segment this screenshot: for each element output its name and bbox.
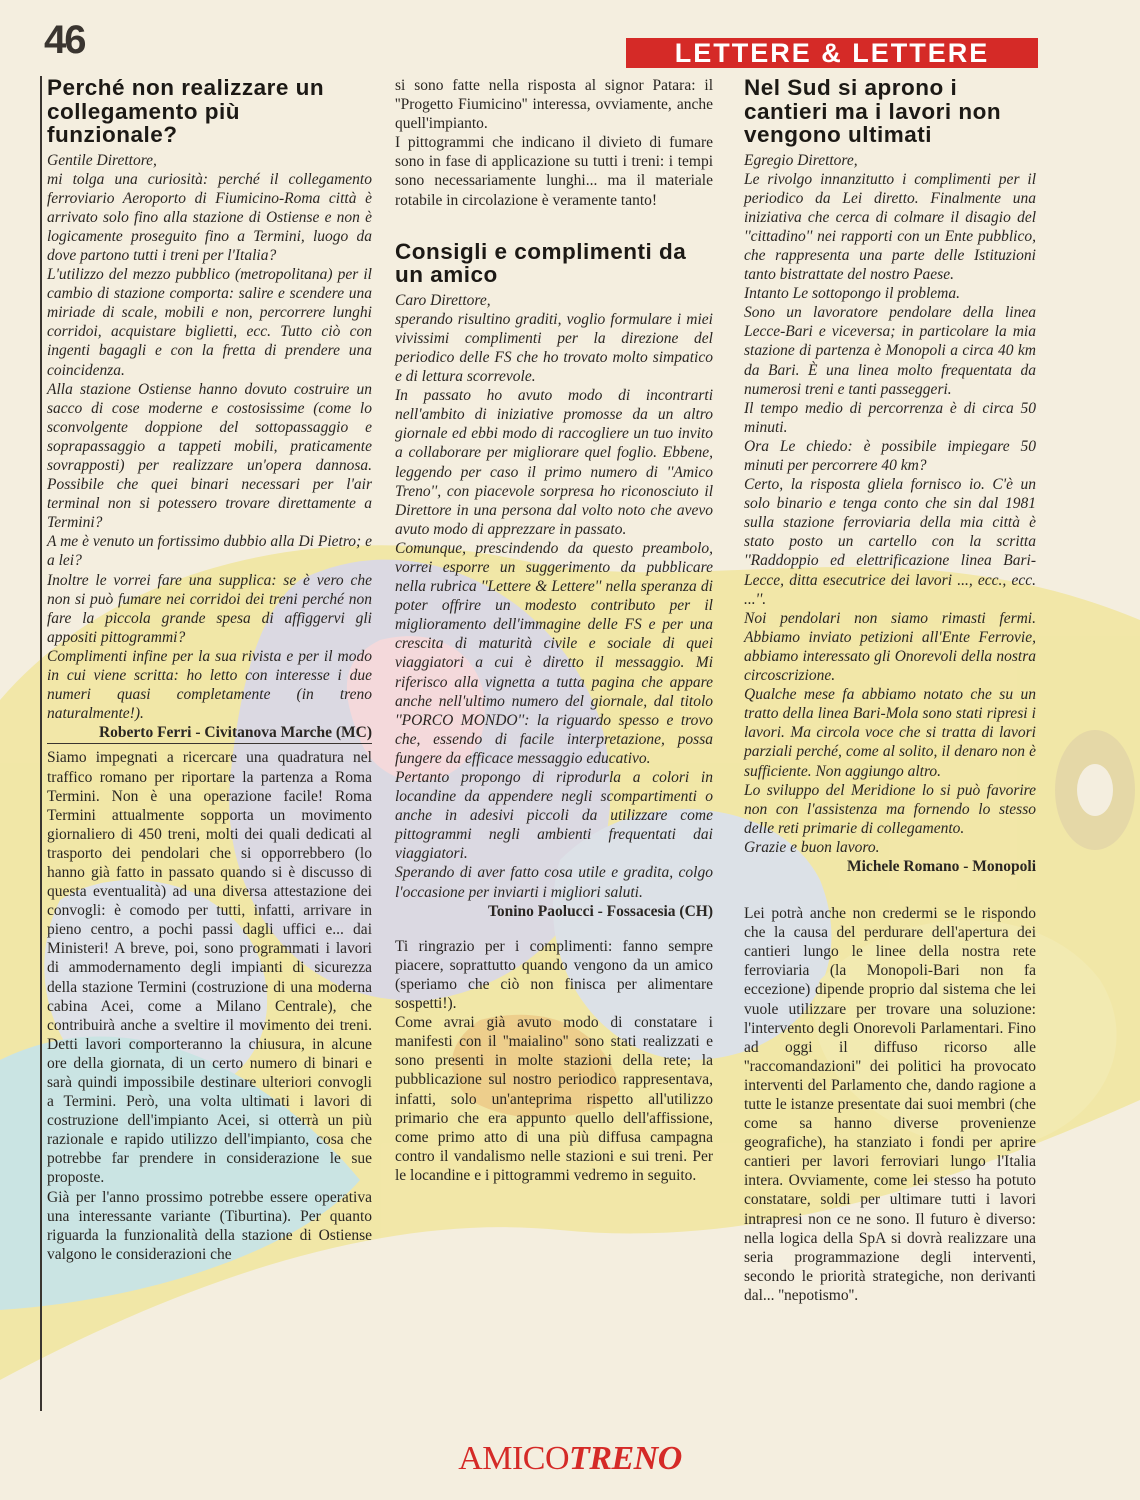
letter-paragraph: Certo, la risposta gliela fornisco io. C'è un solo binario e tenga conto che sin dal 1981 sulla stazione ferroviaria della mia città è stato posto un cartello con la scritta ''Raddoppio ed elettrificazione linea Bari-Lecce, ditta esecutrice dei lavori ..., ecc., ecc. ...''.: [744, 476, 1036, 608]
magazine-logo: [0, 1440, 1140, 1478]
letter-paragraph: Comunque, prescindendo da questo preambolo, vorrei esporre un suggerimento da pubblicare nella rubrica ''Lettere & Lettere'' nella speranza di poter offrire un modesto contributo per il miglioramento dell'immagine delle FS e per una crescita di maturità civile e sociale di quei viaggiatori a cui è diretto il messaggio. Mi riferisco alla vignetta a tutta pagina che appare anche nell'ultimo numero del giornale, dal titolo ''PORCO MONDO'': la riguardo spesso e trovo che, essendo di facile interpretazione, possa fungere da efficace messaggio educativo.: [395, 539, 713, 767]
letter-paragraph: L'utilizzo del mezzo pubblico (metropolitana) per il cambio di stazione comporta: salire e scendere una miriade di scale, mobili e non, percorrere lunghi corridoi, acquistare biglietti, ecc. Tutto ciò con ingenti bagagli e con la fretta di prendere una coincidenza.: [47, 266, 372, 379]
letter-paragraph: Qualche mese fa abbiamo notato che su un tratto della linea Bari-Mola sono stati ripresi i lavori. Ma circola voce che si tratta di lavori parziali perché, come al solito, il denaro non è sufficiente. Non aggiungo altro.: [744, 686, 1036, 780]
reply-continuation: si sono fatte nella risposta al signor Patara: il ''Progetto Fiumicino'' interessa, ovviamente, anche quell'impianto.: [395, 77, 713, 133]
logo-treno: TRENO: [569, 1440, 682, 1477]
section-header: LETTERE & LETTERE: [626, 38, 1038, 68]
letter-signature: Michele Romano - Monopoli: [847, 857, 1036, 875]
reply-paragraph: Siamo impegnati a ricercare una quadratura nel traffico romano per riportare la partenza a Roma Termini. Non è una operazione facile! Roma Termini attualmente sopporta un movimento giornaliero di 450 treni, molti dei quali dedicati al trasporto dei pendolari che si opporrebbero (lo hanno già fatto in passato quando si è discusso di questa eventualità) ad una diversa attestazione dei convogli: è comodo per tutti, infatti, arrivare in pieno centro, a pochi passi dagli uffici e... dai Ministeri! A breve, poi, sono programmati i lavori di ammodernamento degli impianti di sicurezza della stazione Termini (costruzione di una moderna cabina Acei, come a Milano Centrale), che contribuirà anche a sveltire il movimento dei treni. Detti lavori comporteranno la chiusura, in alcune ore della giornata, di un certo numero di binari e sarà quindi impossibile destinare ulteriori convogli a Termini. Però, una volta ultimati i lavori di costruzione dell'impianto Acei, si otterrà un più razionale e rapido utilizzo dell'impianto, cosa che potrebbe far prendere in considerazione le sue proposte.: [47, 749, 372, 1187]
letter-paragraph: Noi pendolari non siamo rimasti fermi. Abbiamo inviato petizioni all'Ente Ferrovie, abbiamo interessato gli Onorevoli della nostra circoscrizione.: [744, 609, 1036, 685]
page-number: 46: [44, 18, 85, 62]
letter-paragraph: Complimenti infine per la sua rivista e per il modo in cui viene scritta: ho letto con interesse i due numeri quasi completamente (in treno naturalmente!).: [47, 647, 372, 723]
letter-paragraph: Ora Le chiedo: è possibile impiegare 50 minuti per percorrere 40 km?: [744, 437, 1036, 474]
letter-paragraph: Lo sviluppo del Meridione lo si può favorire non con l'assistenza ma fornendo lo stesso delle reti primarie di collegamento.: [744, 781, 1036, 837]
column-2: [395, 76, 713, 1185]
reply-paragraph: Come avrai già avuto modo di constatare i manifesti con il ''maialino'' sono stati realizzati e sono presenti in molte stazioni della rete; la pubblicazione sul nostro periodico rappresentava, infatti, solo un'anteprima rispetto all'utilizzo primario che era appunto quello dell'affissione, come primo atto di una più diffusa campagna contro il vandalismo nelle stazioni e sui treni. Per le locandine e i pittogrammi vedremo in seguito.: [395, 1014, 713, 1184]
letter-paragraph: Il tempo medio di percorrenza è di circa 50 minuti.: [744, 399, 1036, 436]
letter-paragraph: Sono un lavoratore pendolare della linea Lecce-Bari e viceversa; in particolare la mia stazione di partenza è Monopoli a circa 40 km da Bari. È una linea molto frequentata da numerosi treni e tanti passeggeri.: [744, 304, 1036, 398]
letter-paragraph: A me è venuto un fortissimo dubbio alla Di Pietro; e a lei?: [47, 533, 372, 570]
letter-paragraph: mi tolga una curiosità: perché il collegamento ferroviario Aeroporto di Fiumicino-Roma città è arrivato solo fino alla stazione di Ostiense e non è logicamente proseguito fino a Termini, luogo da dove partono tutti i treni per l'Italia?: [47, 170, 372, 264]
letter-salutation: Egregio Direttore,: [744, 151, 858, 169]
reply-paragraph: Lei potrà anche non credermi se le rispondo che la causa del perdurare dell'apertura dei cantieri lungo le linee della nostra rete ferroviaria (la Monopoli-Bari non fa eccezione) dipende proprio dal sistema che lei vuole utilizzare per trovare una soluzione: l'intervento degli Onorevoli Parlamentari. Fino ad oggi il diffuso ricorso alle ''raccomandazioni'' dei politici ha provocato interventi del Parlamento che, dando ragione a tutte le istanze presentate dai suoi membri (che come sa hanno diverse provenienze geografiche), ha stanziato i fondi per aprire cantieri per lavori ferroviari lungo l'Italia intera. Ovviamente, come lei stesso ha potuto constatare, soldi per ultimare tutti i lavori intrapresi non ce ne sono. Il futuro è diverso: nella logica della SpA si dovrà realizzare una seria programmazione degli interventi, secondo le priorità strategiche, non derivanti dal... ''nepotismo''.: [744, 905, 1036, 1304]
letter-paragraph: sperando risultino graditi, voglio formulare i miei vivissimi complimenti per la direzione del periodico delle FS che ho trovato molto simpatico e di lettura scorrevole.: [395, 310, 713, 386]
column-3: [744, 76, 1036, 1305]
reply-continuation: I pittogrammi che indicano il divieto di fumare sono in fase di applicazione su tutti i treni: i tempi sono necessariamente lunghi... ma il materiale rotabile in circolazione è veramente tanto!: [395, 134, 713, 209]
letter-paragraph: Pertanto propongo di riprodurla a colori in locandine da appendere negli scompartimenti o anche in adesivi piccoli da utilizzare come pittogrammi negli ambienti frequentati dai viaggiatori.: [395, 769, 713, 863]
letter-paragraph: Intanto Le sottopongo il problema.: [744, 285, 960, 303]
article-title: Consigli e complimenti da un amico: [395, 238, 687, 288]
letter-signature: Tonino Paolucci - Fossacesia (CH): [487, 902, 713, 920]
reply-paragraph: Già per l'anno prossimo potrebbe essere operativa una interessante variante (Tiburtina). Per quanto riguarda la funzionalità della stazione di Ostiense valgono le considerazioni che: [47, 1188, 372, 1263]
reply-paragraph: Ti ringrazio per i complimenti: fanno sempre piacere, soprattutto quando vengono da un amico (speriamo che ciò non finisca per alimentare sospetti!).: [395, 937, 713, 1013]
logo-amico: AMICO: [458, 1440, 570, 1477]
article-title: Perché non realizzare un collegamento più funzionale?: [47, 75, 325, 147]
letter-paragraph: Le rivolgo innanzitutto i complimenti per il periodico da Lei diretto. Finalmente una iniziativa che cerca di colmare il disagio del ''cittadino'' nei rapporti con un Ente pubblico, che rappresenta una parte delle Istituzioni tanto bistrattate del nostro Paese.: [744, 170, 1036, 284]
column-1: [40, 76, 372, 1411]
letter-paragraph: Grazie e buon lavoro.: [744, 838, 880, 856]
letter-paragraph: Alla stazione Ostiense hanno dovuto costruire un sacco di cose moderne e costosissime (come lo sconvolgente doppione del sottopassaggio e soprapassaggio a tappeti mobili, praticamente sovrapposti) per realizzare un'opera dannosa. Possibile che quei binari necessari per l'air terminal non si potessero trovare direttamente a Termini?: [47, 380, 372, 532]
letter-paragraph: Inoltre le vorrei fare una supplica: se è vero che non si può fumare nei corridoi dei treni perché non fare la piccola grande spesa di affiggervi gli appositi pittogrammi?: [47, 571, 372, 646]
letter-paragraph: In passato ho avuto modo di incontrarti nell'ambito di iniziative promosse da un altro giornale ed ebbi modo di raccogliere un tuo invito a collaborare per migliorare quel foglio. Ebbene, leggendo per caso il primo numero di ''Amico Treno'', con piacevole sorpresa ho riconosciuto il Direttore in una persona dal volto noto che avevo avuto modo di apprezzare in passato.: [395, 387, 713, 538]
letter-salutation: Caro Direttore,: [395, 291, 491, 309]
letter-signature: Roberto Ferri - Civitanova Marche (MC): [47, 723, 372, 744]
article-title: Nel Sud si aprono i cantieri ma i lavori non vengono ultimati: [744, 75, 1002, 147]
letter-salutation: Gentile Direttore,: [47, 151, 157, 169]
letter-paragraph: Sperando di aver fatto cosa utile e gradita, colgo l'occasione per inviarti i migliori saluti.: [395, 864, 713, 901]
